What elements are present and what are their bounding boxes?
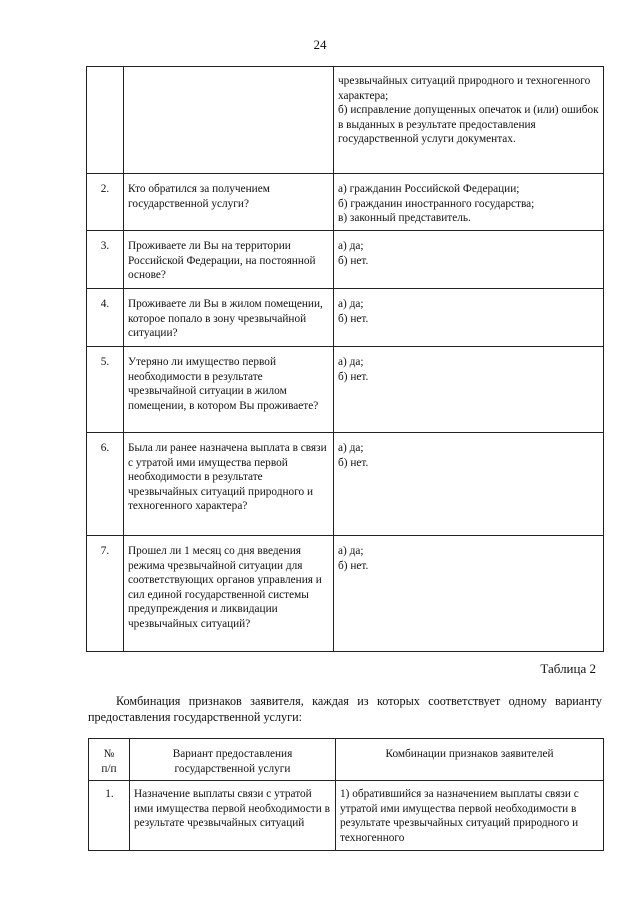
column-header-number: № п/п xyxy=(89,739,130,781)
row-number: 5. xyxy=(87,347,124,433)
row-number: 2. xyxy=(87,174,124,231)
table-row xyxy=(87,433,604,536)
table-title: Таблица 2 xyxy=(540,661,596,676)
question-cell: Прошел ли 1 месяц со дня введения режима чрезвычайной ситуации для соответствующих органов управления и сил единой государственной системы предупреждения и ликвидации чрезвычайных ситуаций? xyxy=(124,536,334,652)
row-number: 6. xyxy=(87,433,124,536)
question-cell: Проживаете ли Вы на территории Российской Федерации, на постоянной основе? xyxy=(124,231,334,289)
answer-cell: а) да; б) нет. xyxy=(334,231,604,289)
column-header-variant: Вариант предоставления государственной услуги xyxy=(130,739,336,781)
question-cell: Утеряно ли имущество первой необходимости в результате чрезвычайной ситуации в жилом помещении, в котором Вы проживаете? xyxy=(124,347,334,433)
table-row xyxy=(87,347,604,433)
answer-cell: а) да; б) нет. xyxy=(334,536,604,652)
row-number xyxy=(87,67,124,174)
row-number: 1. xyxy=(89,781,130,851)
answer-cell: а) да; б) нет. xyxy=(334,433,604,536)
question-cell: Была ли ранее назначена выплата в связи с утратой ими имущества первой необходимости в результате чрезвычайных ситуаций природного и техногенного характера? xyxy=(124,433,334,536)
table-row xyxy=(87,289,604,347)
table-row xyxy=(89,781,604,851)
table-row xyxy=(87,67,604,174)
answer-cell: чрезвычайных ситуаций природного и техногенного характера; б) исправление допущенных опечаток и (или) ошибок в выданных в результате предоставления государственной услуги документах. xyxy=(334,67,604,174)
variant-cell: Назначение выплаты связи с утратой ими имущества первой необходимости в результате чрезвычайных ситуаций xyxy=(130,781,336,851)
page-number: 24 xyxy=(313,37,327,52)
answer-cell: а) да; б) нет. xyxy=(334,347,604,433)
answer-cell: а) да; б) нет. xyxy=(334,289,604,347)
question-cell: Кто обратился за получением государственной услуги? xyxy=(124,174,334,231)
combination-cell: 1) обратившийся за назначением выплаты связи с утратой ими имущества первой необходимости в результате чрезвычайных ситуаций природного и техногенного xyxy=(336,781,604,851)
table-intro-paragraph: Комбинация признаков заявителя, каждая из которых соответствует одному варианту предоставления государственной услуги: xyxy=(88,694,602,724)
table-header-row xyxy=(89,739,604,781)
variants-table xyxy=(88,738,604,851)
row-number: 4. xyxy=(87,289,124,347)
row-number: 7. xyxy=(87,536,124,652)
table-row xyxy=(87,174,604,231)
answer-cell: а) гражданин Российской Федерации; б) гражданин иностранного государства; в) законный представитель. xyxy=(334,174,604,231)
column-header-combinations: Комбинации признаков заявителей xyxy=(336,739,604,781)
row-number: 3. xyxy=(87,231,124,289)
question-cell: Проживаете ли Вы в жилом помещении, которое попало в зону чрезвычайной ситуации? xyxy=(124,289,334,347)
question-cell xyxy=(124,67,334,174)
table-row xyxy=(87,231,604,289)
criteria-table xyxy=(86,66,604,652)
table-row xyxy=(87,536,604,652)
